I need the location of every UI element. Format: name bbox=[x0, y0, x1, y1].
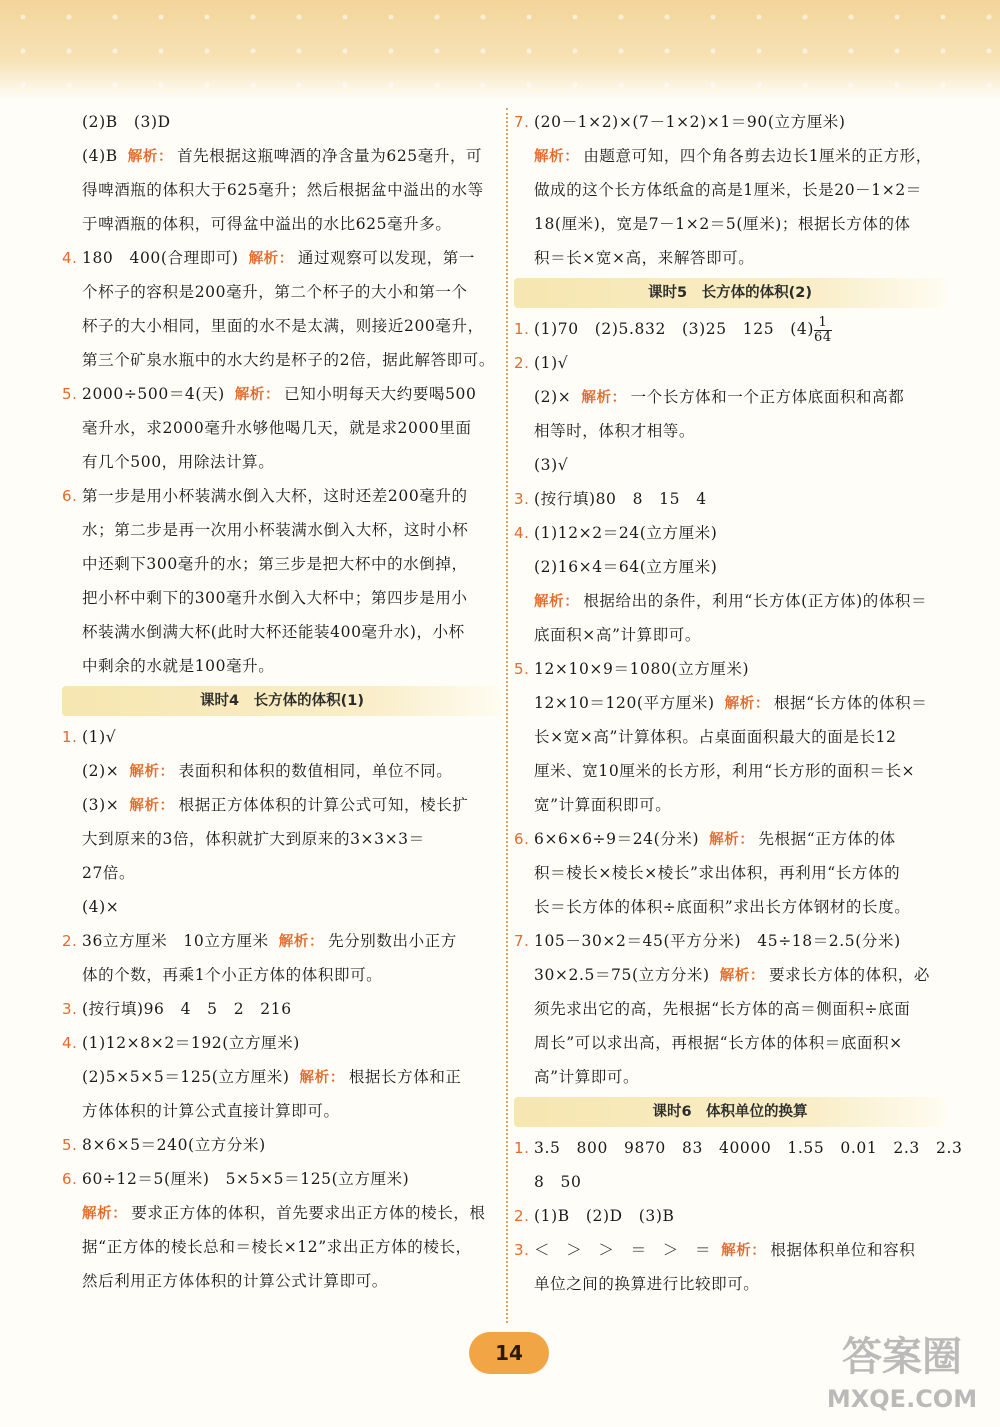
analysis-label: 解析： bbox=[129, 764, 175, 780]
answer-line: 高”计算即可。 bbox=[534, 1068, 640, 1086]
question-2: 2. 36立方厘米 10立方厘米 解析： 先分别数出小正方 bbox=[62, 924, 502, 958]
analysis-label: 解析： bbox=[82, 1206, 128, 1222]
answer-line: (4)B 解析： 首先根据这瓶啤酒的净含量为625毫升，可 bbox=[82, 147, 483, 165]
question-number: 1. bbox=[62, 728, 78, 746]
question-number: 7. bbox=[514, 932, 530, 950]
answer-line: 长×宽×高”计算体积。占桌面面积最大的面是长12 bbox=[534, 728, 897, 746]
question-number: 1. bbox=[514, 1139, 530, 1157]
question-7: 7. 105－30×2＝45(平方分米) 45÷18＝2.5(分米) bbox=[514, 924, 946, 958]
answer-line: 底面积×高”计算即可。 bbox=[534, 626, 702, 644]
watermark-url: MXQE.COM bbox=[826, 1385, 978, 1413]
answer-line: 12×10＝120(平方厘米) 解析： 根据“长方体的体积＝ bbox=[534, 694, 928, 712]
answer-line: 解析： 要求正方体的体积，首先要求出正方体的棱长，根 bbox=[82, 1204, 486, 1222]
answer-line: 第三个矿泉水瓶中的水大约是杯子的2倍，据此解答即可。 bbox=[82, 351, 495, 369]
section-header-lesson-5: 课时5 长方体的体积(2) bbox=[514, 278, 946, 308]
question-3: 3. ＜ ＞ ＞ ＝ ＞ ＝ 解析： 根据体积单位和容积 bbox=[514, 1233, 946, 1267]
answer-line: 杯子的大小相同，里面的水不是太满，则接近200毫升， bbox=[82, 317, 484, 335]
analysis-label: 解析： bbox=[234, 387, 281, 403]
question-number: 1. bbox=[514, 320, 530, 338]
question-3: 3. (按行填)80 8 15 4 bbox=[514, 482, 946, 516]
question-4: 4. (1)12×2＝24(立方厘米) bbox=[514, 516, 946, 550]
answer-line: (3)√ bbox=[534, 456, 569, 474]
question-2: 2. (1)B (2)D (3)B bbox=[514, 1199, 946, 1233]
answer-line: 周长”可以求出高，再根据“长方体的体积＝底面积× bbox=[534, 1034, 903, 1052]
question-number: 6. bbox=[62, 487, 78, 505]
header-decoration bbox=[0, 0, 1000, 100]
answer-line: 然后利用正方体体积的计算公式计算即可。 bbox=[82, 1272, 388, 1290]
answer-line: 须先求出它的高，先根据“长方体的高＝侧面积÷底面 bbox=[534, 1000, 911, 1018]
analysis-label: 解析： bbox=[534, 594, 580, 610]
section-header-lesson-6: 课时6 体积单位的换算 bbox=[514, 1097, 946, 1127]
question-number: 4. bbox=[62, 1034, 78, 1052]
question-number: 7. bbox=[514, 113, 530, 131]
question-5: 5. 2000÷500＝4(天) 解析： 已知小明每天大约要喝500 bbox=[62, 377, 502, 411]
question-number: 5. bbox=[62, 1136, 78, 1154]
analysis-label: 解析： bbox=[129, 798, 175, 814]
analysis-label: 解析： bbox=[278, 934, 325, 950]
question-number: 6. bbox=[514, 830, 530, 848]
answer-line: 长＝长方体的体积÷底面积”求出长方体钢材的长度。 bbox=[534, 898, 911, 916]
question-1: 1. 3.5 800 9870 83 40000 1.55 0.01 2.3 2.3 bbox=[514, 1131, 946, 1165]
question-number: 5. bbox=[514, 660, 530, 678]
analysis-label: 解析： bbox=[248, 251, 294, 267]
answer-line: 解析： 由题意可知，四个角各剪去边长1厘米的正方形， bbox=[534, 147, 932, 165]
column-divider bbox=[506, 108, 508, 1323]
answer-line: 把小杯中剩下的300毫升水倒入大杯中；第四步是用小 bbox=[82, 589, 468, 607]
question-number: 5. bbox=[62, 385, 78, 403]
question-5: 5. 12×10×9＝1080(立方厘米) bbox=[514, 652, 946, 686]
question-1: 1. (1)70 (2)5.832 (3)25 125 (4) $\frac{1}{64}$ bbox=[514, 312, 946, 346]
question-4: 4. (1)12×8×2＝192(立方厘米) bbox=[62, 1026, 502, 1060]
answer-line: 18(厘米)，宽是7－1×2＝5(厘米)；根据长方体的体 bbox=[534, 215, 911, 233]
answer-line: 大到原来的3倍，体积就扩大到原来的3×3×3＝ bbox=[82, 830, 425, 848]
answer-line: 宽”计算面积即可。 bbox=[534, 796, 672, 814]
question-number: 2. bbox=[62, 932, 78, 950]
question-5: 5. 8×6×5＝240(立方分米) bbox=[62, 1128, 502, 1162]
analysis-label: 解析： bbox=[127, 149, 174, 165]
answer-line: 解析： 根据给出的条件，利用“长方体(正方体)的体积＝ bbox=[534, 592, 928, 610]
question-number: 4. bbox=[62, 249, 78, 267]
answer-line: (2)× 解析： 一个长方体和一个正方体底面积和高都 bbox=[534, 388, 905, 406]
answer-line: 于啤酒瓶的体积，可得盆中溢出的水比625毫升多。 bbox=[82, 215, 452, 233]
analysis-label: 解析： bbox=[719, 968, 765, 984]
answer-line: (4)× bbox=[82, 898, 120, 916]
question-number: 2. bbox=[514, 1207, 530, 1225]
answer-line: 中剩余的水就是100毫升。 bbox=[82, 657, 275, 675]
answer-line: 8 50 bbox=[534, 1173, 582, 1191]
answer-line: 单位之间的换算进行比较即可。 bbox=[534, 1275, 760, 1293]
left-column bbox=[62, 105, 502, 1298]
answer-line: (2)× 解析： 表面积和体积的数值相同，单位不同。 bbox=[82, 762, 453, 780]
analysis-label: 解析： bbox=[724, 696, 770, 712]
question-number: 3. bbox=[514, 1241, 530, 1259]
question-4: 4. 180 400(合理即可) 解析： 通过观察可以发现，第一 bbox=[62, 241, 502, 275]
question-number: 3. bbox=[62, 1000, 78, 1018]
question-7: 7. (20－1×2)×(7－1×2)×1＝90(立方厘米) bbox=[514, 105, 946, 139]
question-6: 6. 6×6×6÷9＝24(分米) 解析： 先根据“正方体的体 bbox=[514, 822, 946, 856]
watermark bbox=[812, 1332, 992, 1424]
answer-line: 相等时，体积才相等。 bbox=[534, 422, 696, 440]
analysis-label: 解析： bbox=[581, 390, 627, 406]
answer-line: (3)× 解析： 根据正方体体积的计算公式可知，棱长扩 bbox=[82, 796, 469, 814]
question-2: 2. (1)√ bbox=[514, 346, 946, 380]
answer-line: 厘米、宽10厘米的长方形，利用“长方形的面积＝长× bbox=[534, 762, 916, 780]
analysis-label: 解析： bbox=[299, 1070, 345, 1086]
question-number: 3. bbox=[514, 490, 530, 508]
answer-line: 个杯子的容积是200毫升，第二个杯子的大小和第一个 bbox=[82, 283, 468, 301]
answer-line: 30×2.5＝75(立方分米) 解析： 要求长方体的体积，必 bbox=[534, 966, 931, 984]
answer-line: 有几个500，用除法计算。 bbox=[82, 453, 275, 471]
answer-line: 做成的这个长方体纸盒的高是1厘米，长是20－1×2＝ bbox=[534, 181, 922, 199]
answer-line: 体的个数，再乘1个小正方体的体积即可。 bbox=[82, 966, 383, 984]
question-number: 2. bbox=[514, 354, 530, 372]
right-column bbox=[514, 105, 963, 1301]
question-number: 4. bbox=[514, 524, 530, 542]
answer-line: 中还剩下300毫升的水；第三步是把大杯中的水倒掉， bbox=[82, 555, 468, 573]
question-1: 1. (1)√ bbox=[62, 720, 502, 754]
question-6: 6. 60÷12＝5(厘米) 5×5×5＝125(立方厘米) bbox=[62, 1162, 502, 1196]
answer-line: (2)5×5×5＝125(立方厘米) 解析： 根据长方体和正 bbox=[82, 1068, 462, 1086]
analysis-label: 解析： bbox=[721, 1243, 767, 1259]
fraction: $\frac{1}{64}$ bbox=[814, 314, 832, 345]
answer-line: 杯装满水倒满大杯(此时大杯还能装400毫升水)，小杯 bbox=[82, 623, 465, 641]
answer-line: 27倍。 bbox=[82, 864, 136, 882]
answer-line: 据“正方体的棱长总和＝棱长×12”求出正方体的棱长， bbox=[82, 1238, 472, 1256]
section-header-lesson-4: 课时4 长方体的体积(1) bbox=[62, 686, 502, 716]
question-3: 3. (按行填)96 4 5 2 216 bbox=[62, 992, 502, 1026]
question-number: 6. bbox=[62, 1170, 78, 1188]
answer-line: (2)16×4＝64(立方厘米) bbox=[534, 558, 718, 576]
answer-line: (2)B (3)D bbox=[82, 113, 171, 131]
answer-line: 积＝长×宽×高，来解答即可。 bbox=[534, 249, 755, 267]
analysis-label: 解析： bbox=[534, 149, 580, 165]
watermark-logo: 答案圈 bbox=[842, 1334, 962, 1380]
answer-line: 得啤酒瓶的体积大于625毫升；然后根据盆中溢出的水等 bbox=[82, 181, 484, 199]
answer-line: 毫升水，求2000毫升水够他喝几天，就是求2000里面 bbox=[82, 419, 472, 437]
analysis-label: 解析： bbox=[709, 832, 755, 848]
answer-line: 积＝棱长×棱长×棱长”求出体积，再利用“长方体的 bbox=[534, 864, 901, 882]
question-6: 6. 第一步是用小杯装满水倒入大杯，这时还差200毫升的 bbox=[62, 479, 502, 513]
page-number: 14 bbox=[469, 1332, 549, 1374]
answer-line: 方体体积的计算公式直接计算即可。 bbox=[82, 1102, 340, 1120]
answer-line: 水；第二步是再一次用小杯装满水倒入大杯，这时小杯 bbox=[82, 521, 469, 539]
